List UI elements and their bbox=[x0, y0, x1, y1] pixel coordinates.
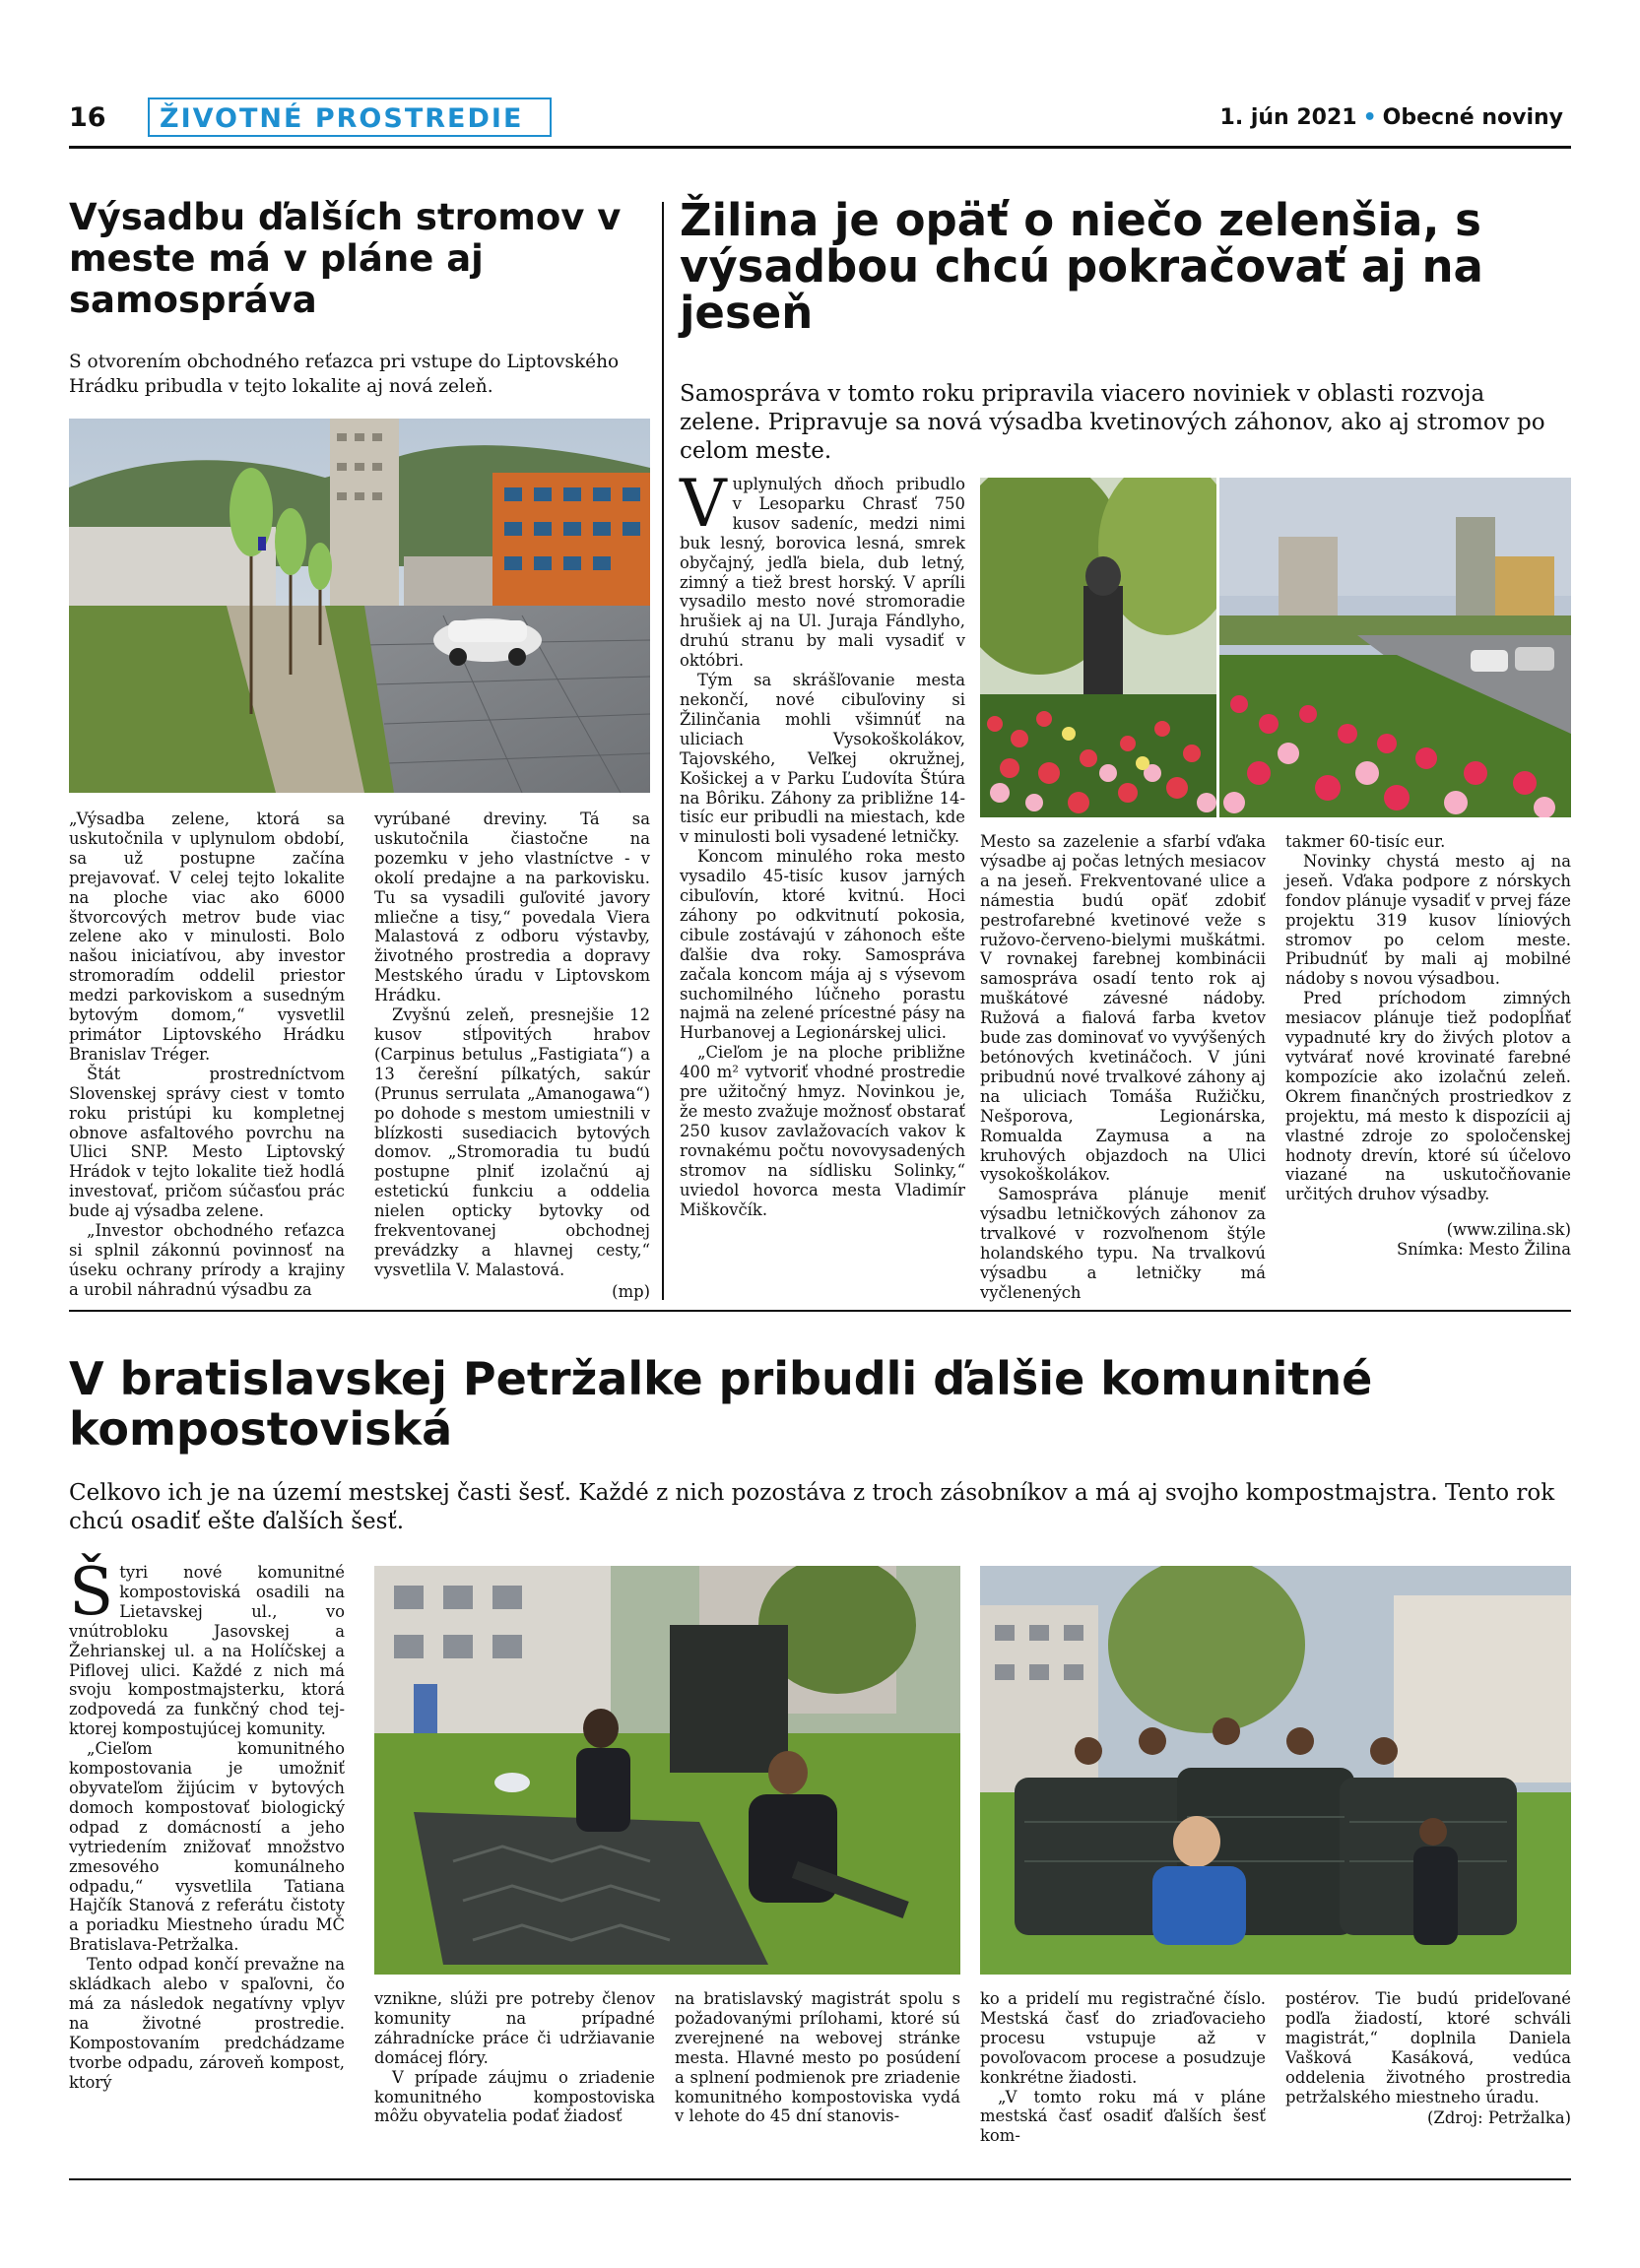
article1-col1-para-2: Štát prostredníctvom Slovenskej správy ciest v tomto roku pristúpi ku kompletnej obnove asfaltového povrchu na Ulici SNP. Mesto Liptovský Hrádok v tejto lokalite tiež hodlá investovať, pričom súčasťou prác bude aj výsadba zelene. bbox=[69, 1064, 345, 1221]
publication-name: Obecné noviny bbox=[1382, 105, 1563, 130]
article2-source: (www.zilina.sk) bbox=[1446, 1220, 1571, 1240]
article3-col3-para-1: na bratislavský magistrát spolu s požadovanými prílohami, ktoré sú zverejnené na webovej stránke mesta. Hlavné mesto po posúdení a splnení podmienok pre zriadenie komunitného kompostoviska vydá v lehote do 45 dní stanovis- bbox=[675, 1989, 960, 2126]
article2-photo-right bbox=[1219, 478, 1571, 817]
article3-source: (Zdroj: Petržalka) bbox=[1427, 2108, 1571, 2128]
article2-col3-para-1: takmer 60-tisíc eur. bbox=[1285, 832, 1446, 851]
article2-col1-para-4: „Cieľom je na ploche približne 400 m² vytvoriť vhodné prostredie pre užitočný hmyz. Novinkou je, že mesto zvažuje možnosť obstarať 250 kusov zavlažovacích vakov k rovnakému počtu novovysadených stromov na sídlisku Solinky,“ uviedol hovorca mesta Vladimír Miškovčík. bbox=[680, 1043, 965, 1219]
article2-col1-para-3: Koncom minulého roka mesto vysadilo 45-tisíc kusov jarných cibuľovín, ktoré kvitnú. Hoci záhony po odkvitnutí pokosia, cibule zostávajú v záhonoch ešte ďalšie dva roky. Samospráva začala koncom mája aj s výsevom suchomilného lúčneho porastu najmä na zelené prícestné pásy na Hurbanovej a Legionárskej ulici. bbox=[680, 847, 965, 1043]
article3-col1-para-1 bbox=[69, 1554, 345, 1739]
page-number: 16 bbox=[69, 102, 106, 133]
article3-col2-para-1: vznikne, slúži pre potreby členov komunity na prípadné záhradnícke práce či udržiavanie domácej flóry. bbox=[374, 1989, 655, 2067]
article1-signature: (mp) bbox=[612, 1281, 650, 1301]
article3-col4-para-2: „V tomto roku má v pláne mestská časť osadiť ďalších šesť kom- bbox=[980, 2087, 1266, 2146]
article3-dropcap: Š bbox=[69, 1554, 114, 1630]
section-label: ŽIVOTNÉ PROSTREDIE bbox=[148, 97, 552, 137]
article3-col1-para-1-text: tyri nové komunitné kompostoviská osadili na Lietavskej ul., vo vnútrobloku Jasovskej a Žehrianskej ul. a na Holíčskej a Piflovej ulici. Každé z nich má svoju kompostmajsterku, ktorá zodpovedá za funkčný chod tej-ktorej kompostujúcej komunity. bbox=[69, 1563, 345, 1739]
issue-date: 1. jún 2021 bbox=[1219, 105, 1357, 130]
article2-photo-left bbox=[980, 478, 1216, 817]
article3-col2-para-2: V prípade záujmu o zriadenie komunitného kompostoviska môžu obyvatelia podať žiadosť bbox=[374, 2067, 655, 2126]
article2-column-2 bbox=[980, 832, 1266, 1303]
article2-column-1 bbox=[680, 466, 965, 1219]
article2-headline: Žilina je opäť o niečo zelenšia, s výsadbou chcú pokračovať aj na jeseň bbox=[680, 194, 1483, 339]
article2-col1-para-1-text: uplynulých dňoch pribudlo v Lesoparku Chrasť 750 kusov sadeníc, medzi nimi buk lesný, borovica lesná, smrek obyčajný, jedľa biela, dub letný, zimný a tiež brest horský. V apríli vysadilo mesto nové stromoradie hrušiek aj na Ul. Juraja Fándlyho, druhú stranu by mali vysadiť v októbri. bbox=[680, 475, 965, 671]
article3-headline: V bratislavskej Petržalke pribudli ďalšie komunitné kompostoviská bbox=[69, 1352, 1373, 1456]
issue-info bbox=[1220, 105, 1563, 130]
article1-col2-para-1: vyrúbané dreviny. Tá sa uskutočnila čiastočne na pozemku v jeho vlastníctve - v okolí predajne a na parkovisku. Tu sa vysadili guľovité javory mliečne a tisy,“ povedala Viera Malastová z odboru výstavby, životného prostredia a dopravy Mestského úradu v Liptovskom Hrádku. bbox=[374, 810, 650, 1005]
park-tulips-image bbox=[980, 478, 1216, 817]
article3-lead: Celkovo ich je na území mestskej časti šesť. Každé z nich pozostáva z troch zásobníkov a má aj svojho kompostmajstra. Tento rok chcú osadiť ešte ďalších šesť. bbox=[69, 1480, 1555, 1534]
article1-photo bbox=[69, 419, 650, 793]
article2-col1-para-2: Tým sa skrášľovanie mesta nekončí, nové cibuľoviny si Žilinčania mohli všimnúť na uliciach Vysokoškolákov, Tajovského, Veľkej okružnej, Košickej a v Parku Ľudovíta Štúra na Bôriku. Záhony za približne 14-tisíc eur pribudli na miestach, kde v minulosti boli vysadené letničky. bbox=[680, 671, 965, 847]
article3-column-4 bbox=[980, 1989, 1266, 2146]
street-trees-image bbox=[69, 419, 650, 793]
article1-col1-para-3: „Investor obchodného reťazca si splnil zákonnú povinnosť na úseku ochrany prírody a krajiny a urobil náhradnú výsadbu za bbox=[69, 1221, 345, 1299]
article2-photo-credit: Snímka: Mesto Žilina bbox=[1396, 1240, 1571, 1260]
article3-column-1 bbox=[69, 1554, 345, 2092]
article2-col2-para-1: Mesto sa zazelenie a sfarbí vďaka výsadbe aj počas letných mesiacov a na jeseň. Frekventované ulice a námestia budú opäť zdobiť pestrofarebné kvetinové veže s ružovo-červeno-bielymi muškátmi. V rovnakej farebnej kombinácii samospráva osadí tento rok aj muškátové závesné nádoby. Ružová a fialová farba kvetov bude zas dominovať vo vyvýšených betónových kvetináčoch. V júni pribudnú nové trvalkové záhony aj na uliciach Tomáša Ružičku, Nešporova, Legionárska, Romualda Zaymusa a na kruhových objazdoch na Ulici vysokoškolákov. bbox=[980, 832, 1266, 1185]
street-flowerbed-image bbox=[1219, 478, 1571, 817]
article3-photo-left bbox=[374, 1566, 960, 1975]
article-liptovsky-hradok bbox=[69, 197, 650, 1300]
article3-column-5 bbox=[1285, 1989, 1571, 2128]
article3-column-2 bbox=[374, 1989, 655, 2126]
article2-column-3 bbox=[1285, 832, 1571, 1260]
article1-col1-para-1: „Výsadba zelene, ktorá sa uskutočnila v uplynulom období, sa už postupne začína prejavovať. V celej tejto lokalite na ploche viac ako 6000 štvorcových metrov bude viac zelene ako v minulosti. Bolo našou iniciatívou, aby investor stromoradím oddelil priestor medzi parkoviskom a susedným bytovým domom,“ vysvetlil primátor Liptovského Hrádku Branislav Tréger. bbox=[69, 810, 345, 1064]
article3-col5-para-1: postérov. Tie budú prideľované podľa žiadostí, ktoré schváli magistrát,“ doplnila Daniela Vašková Kasáková, vedúca oddelenia životného prostredia petržalského miestneho úradu. bbox=[1285, 1989, 1571, 2106]
article2-col1-para-1 bbox=[680, 466, 965, 671]
article1-lead: S otvorením obchodného reťazca pri vstupe do Liptovského Hrádku pribudla v tejto lokalite aj nová zeleň. bbox=[69, 352, 620, 397]
issue-separator: • bbox=[1362, 105, 1377, 130]
article2-dropcap: V bbox=[680, 466, 727, 542]
article3-col1-para-3: Tento odpad končí prevažne na skládkach alebo v spaľovni, čo má za následok negatívny vplyv na životné prostredie. Kompostovaním predchádzame tvorbe odpadu, zároveň kompost, ktorý bbox=[69, 1955, 345, 2092]
column-divider bbox=[662, 202, 664, 1300]
article3-col1-para-2: „Cieľom komunitného kompostovania je umožniť obyvateľom žijúcim v bytových domoch kompostovať biologický odpad z domácností a jeho vytriedením znižovať množstvo zmesového komunálneho odpadu,“ vysvetlila Tatiana Hajčík Stanová z referátu čistoty a poriadku Miestneho úradu MČ Bratislava-Petržalka. bbox=[69, 1739, 345, 1955]
article1-column-1 bbox=[69, 810, 345, 1300]
article-petrzalka bbox=[69, 1354, 1571, 2162]
article3-photo-right bbox=[980, 1566, 1571, 1975]
article1-headline: Výsadbu ďalších stromov v meste má v pláne aj samospráva bbox=[69, 196, 622, 321]
compost-assembly-image bbox=[374, 1566, 960, 1975]
article2-col3-para-3: Pred príchodom zimných mesiacov plánuje tiež podopĺňať vypadnuté kry do živých plotov a vytvárať nové krovinaté farebné kompozície ako izolačnú zeleň. Okrem finančných prostriedkov z projektu, má mesto k dispozícii aj vlastné zdroje zo spoločenskej hodnoty drevín, ktoré sú účelovo viazané na uskutočňovanie určitých druhov výsadby. bbox=[1285, 989, 1571, 1204]
article2-lead: Samospráva v tomto roku pripravila viacero noviniek v oblasti rozvoja zelene. Pripravuje sa nová výsadba kvetinových záhonov, ako aj stromov po celom meste. bbox=[680, 381, 1545, 464]
article2-col3-para-2: Novinky chystá mesto aj na jeseň. Vďaka podpore z nórskych fondov plánuje vysadiť v prvej fáze projektu 319 kusov líniových stromov po celom meste. Pribudnúť by mali aj mobilné nádoby s novou výsadbou. bbox=[1285, 851, 1571, 989]
compost-team-image bbox=[980, 1566, 1571, 1975]
article2-col2-para-2: Samospráva plánuje meniť výsadbu letničkových záhonov za trvalkové v rozvoľnenom štýle holandského typu. Na trvalkovú výsadbu a letničky má vyčlenených bbox=[980, 1185, 1266, 1302]
footer-rule bbox=[69, 2178, 1571, 2180]
article-zilina bbox=[680, 194, 1571, 1302]
article-separator bbox=[69, 1310, 1571, 1312]
article3-column-3 bbox=[675, 1989, 960, 2126]
article1-col2-para-2: Zvyšnú zeleň, presnejšie 12 kusov stĺpovitých hrabov (Carpinus betulus „Fastigiata“) a 13 čerešní pílkatých, sakúr (Prunus serrulata „Amanogawa“) po dohode s mestom umiestnili v blízkosti susediacich bytových domov. „Stromoradia tu budú postupne plniť izolačnú aj estetickú funkciu a oddelia nielen opticky bytovky od frekventovanej obchodnej prevádzky a hlavnej cesty,“ vysvetlila V. Malastová. bbox=[374, 1005, 650, 1279]
header-rule bbox=[69, 146, 1571, 149]
article3-col4-para-1: ko a pridelí mu registračné číslo. Mestská časť do zriaďovacieho procesu vstupuje až v povoľovacom procese a posudzuje konkrétne žiadosti. bbox=[980, 1989, 1266, 2087]
article1-column-2 bbox=[374, 810, 650, 1302]
